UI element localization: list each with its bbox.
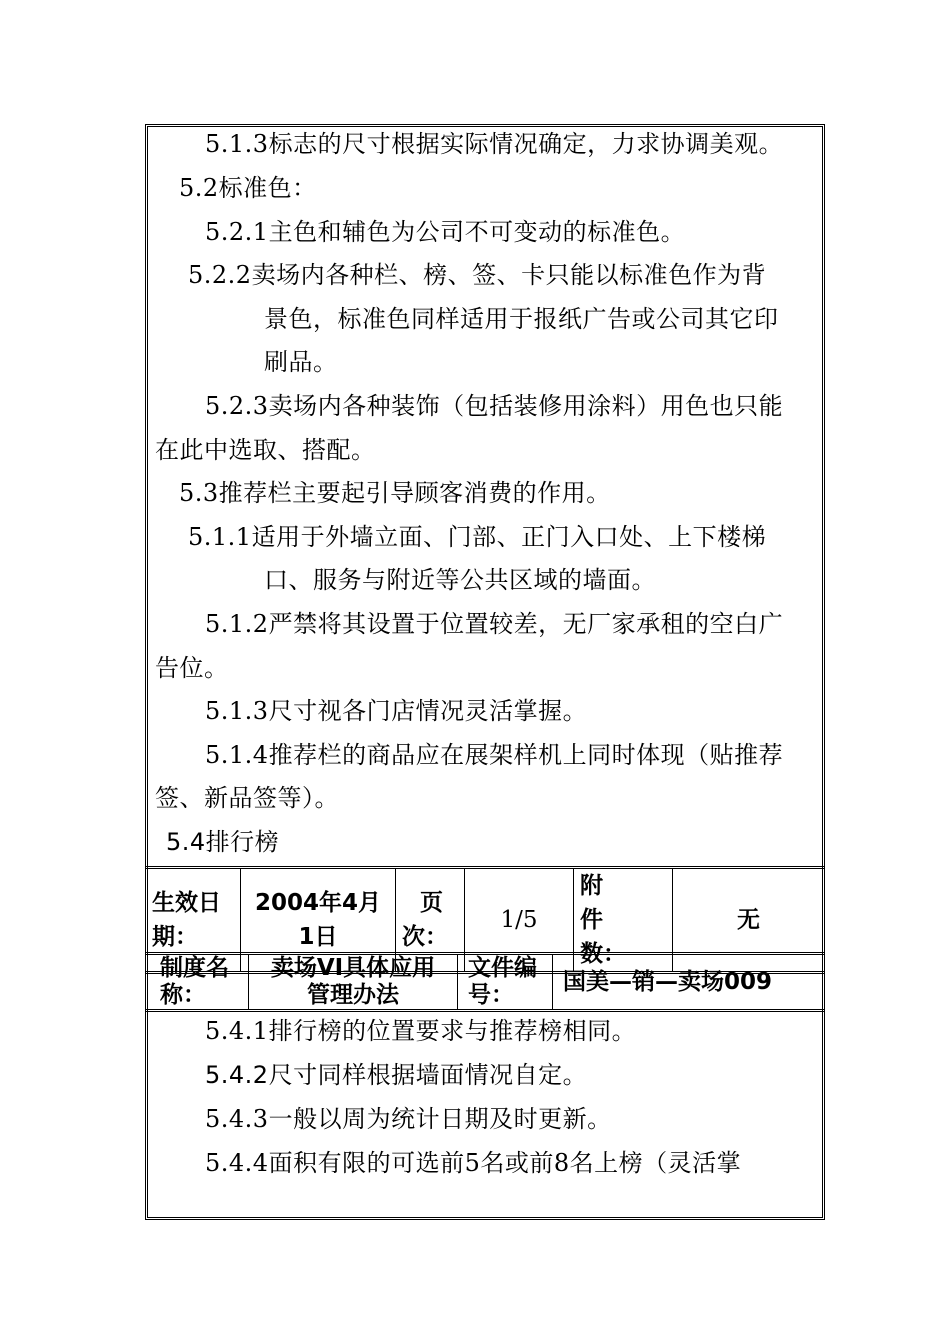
text-line: 口、服务与附近等公共区域的墙面。 [264, 566, 656, 594]
text-line: 5.1.3尺寸视各门店情况灵活掌握。 [205, 697, 588, 725]
file-number-value: 国美—销—卖场009 [553, 954, 825, 1011]
attachment-value: 无 [673, 868, 825, 973]
label-part: 页 [420, 890, 443, 916]
file-number-label [458, 954, 553, 1011]
label-part: 期： [152, 924, 198, 950]
value-part: 2004年4月 [254, 890, 382, 916]
text-line: 5.1.1适用于外墙立面、门部、正门入口处、上下楼梯 [188, 523, 767, 551]
text-line: 5.2.3卖场内各种装饰（包括装修用涂料）用色也只能 [205, 392, 784, 420]
page-value: 1/5 [465, 868, 574, 973]
section-heading: 5.4排行榜 [166, 828, 280, 856]
text-line: 5.3推荐栏主要起引导顾客消费的作用。 [179, 479, 611, 507]
label-part: 称： [160, 982, 206, 1008]
text-line: 签、新品签等）。 [155, 784, 339, 812]
text-line: 5.4.2尺寸同样根据墙面情况自定。 [205, 1061, 588, 1089]
value-part: 管理办法 [307, 982, 399, 1008]
policy-name-label [146, 954, 249, 1011]
text-line: 5.1.2严禁将其设置于位置较差，无厂家承租的空白广 [205, 610, 784, 638]
label-part: 生效日 [152, 890, 221, 916]
text-line: 5.2.1主色和辅色为公司不可变动的标准色。 [205, 218, 686, 246]
text-line: 5.4.1排行榜的位置要求与推荐榜相同。 [205, 1017, 637, 1045]
value-part: 1日 [298, 924, 338, 950]
text-line: 在此中选取、搭配。 [155, 436, 376, 464]
text-line: 5.1.3标志的尺寸根据实际情况确定，力求协调美观。 [205, 130, 784, 158]
meta-table-row-2 [145, 952, 825, 1012]
text-line: 5.1.4推荐栏的商品应在展架样机上同时体现（贴推荐 [205, 741, 784, 769]
text-line: 5.2.2卖场内各种栏、榜、签、卡只能以标准色作为背 [188, 261, 767, 289]
text-line: 5.2标准色： [179, 174, 317, 202]
label-part: 数： [580, 941, 626, 967]
value-part: 卖场VI具体应用 [270, 955, 436, 981]
label-part: 制度名 [160, 955, 229, 981]
text-line: 景色，标准色同样适用于报纸广告或公司其它印 [264, 305, 779, 333]
label-part: 文件编 [468, 955, 537, 981]
text-line: 5.4.3一般以周为统计日期及时更新。 [205, 1105, 612, 1133]
policy-name-value [249, 954, 458, 1011]
label-part: 附 件 [580, 873, 649, 933]
label-part: 号： [468, 982, 514, 1008]
text-line: 告位。 [155, 654, 229, 682]
label-part: 次： [402, 924, 448, 950]
text-line: 刷品。 [264, 348, 338, 376]
text-line: 5.4.4面积有限的可选前5名或前8名上榜（灵活掌 [205, 1149, 742, 1177]
